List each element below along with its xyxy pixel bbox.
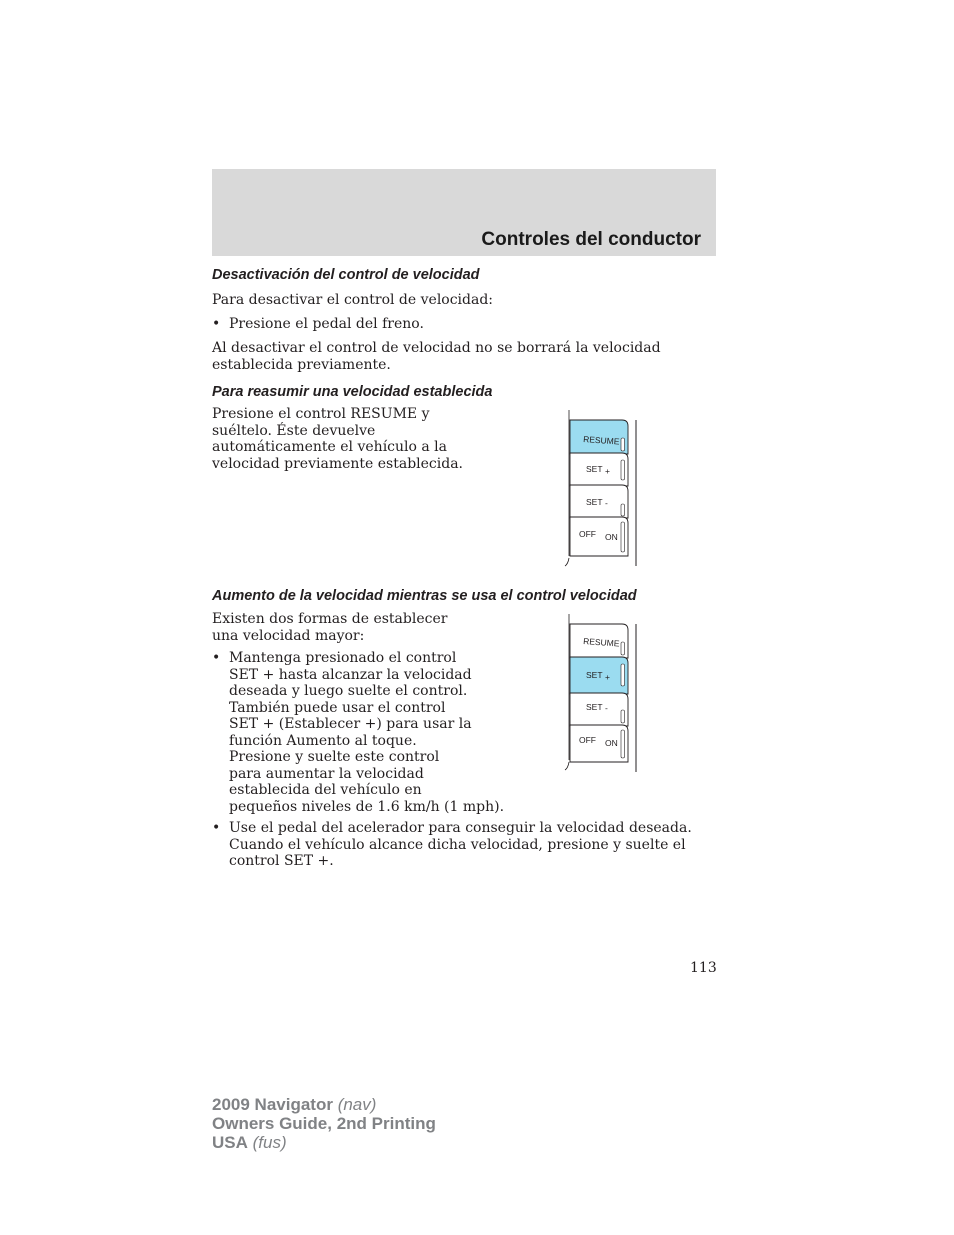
set-plus-sign: +	[605, 466, 610, 476]
set-minus-sign: -	[605, 498, 608, 508]
text-line: Al desactivar el control de velocidad no se borrará la velocidad	[212, 340, 661, 356]
chapter-header	[212, 169, 716, 256]
text-line: automáticamente el vehículo a la	[212, 439, 448, 455]
on-label: ON	[605, 532, 618, 542]
document-footer	[212, 1095, 436, 1152]
footer-line	[212, 1133, 436, 1152]
paragraph-intro: Para desactivar el control de velocidad:	[212, 292, 494, 308]
footer-line	[212, 1095, 436, 1114]
bullet-marker: •	[212, 820, 221, 836]
off-label: OFF	[579, 529, 596, 539]
text-line: Presione y suelte este control	[229, 749, 440, 765]
set-plus-sign: +	[605, 672, 610, 682]
text-line: una velocidad mayor:	[212, 627, 365, 644]
set-minus-label: SET	[586, 702, 603, 712]
page-number: 113	[690, 960, 717, 976]
text-line: deseada y luego suelte el control.	[229, 683, 468, 699]
footer-model-code: (nav)	[337, 1095, 377, 1114]
section-heading-deactivation: Desactivación del control de velocidad	[212, 267, 480, 283]
text-line: Presione el control RESUME y	[212, 406, 430, 422]
set-minus-label: SET	[586, 497, 603, 507]
text-line: También puede usar el control	[229, 699, 446, 716]
text-line: establecida del vehículo en	[229, 782, 422, 798]
footer-model: 2009 Navigator	[212, 1095, 333, 1114]
text-line: Cuando el vehículo alcance dicha velocidad, presione y suelte el	[229, 836, 686, 853]
bullet-accelerator	[229, 820, 692, 870]
speed-control-panel-resume-illustration	[560, 408, 646, 570]
bullet-marker: •	[212, 650, 221, 666]
footer-market-code: (fus)	[252, 1133, 287, 1152]
text-line: establecida previamente.	[212, 356, 391, 373]
text-line: control SET +.	[229, 853, 334, 869]
on-label: ON	[605, 738, 618, 748]
footer-edition: Owners Guide, 2nd Printing	[212, 1114, 436, 1133]
text-line: pequeños niveles de 1.6 km/h (1 mph).	[229, 798, 505, 815]
off-label: OFF	[579, 735, 596, 745]
text-line: suéltelo. Éste devuelve	[212, 422, 376, 439]
text-line: SET + hasta alcanzar la velocidad	[229, 666, 472, 683]
text-line: Mantenga presionado el control	[229, 650, 457, 666]
speed-control-panel-set-plus-illustration	[560, 612, 646, 774]
paragraph-increase-intro	[212, 611, 447, 644]
text-line: para aumentar la velocidad	[229, 765, 424, 782]
bullet-brake: Presione el pedal del freno.	[229, 316, 424, 332]
footer-line	[212, 1114, 436, 1133]
set-plus-label: SET	[586, 670, 603, 680]
paragraph-note	[212, 340, 661, 373]
bullet-marker: •	[212, 316, 221, 332]
resume-label: RESUME	[582, 636, 620, 649]
footer-market: USA	[212, 1133, 248, 1152]
paragraph-resume	[212, 406, 463, 472]
set-plus-label: SET	[586, 464, 603, 474]
section-heading-increase-speed: Aumento de la velocidad mientras se usa el control velocidad	[212, 588, 637, 604]
section-heading-resume: Para reasumir una velocidad establecida	[212, 384, 493, 400]
text-line: Use el pedal del acelerador para conseguir la velocidad deseada.	[229, 820, 692, 836]
set-minus-sign: -	[605, 703, 608, 713]
chapter-title: Controles del conductor	[481, 229, 701, 250]
text-line: SET + (Establecer +) para usar la	[229, 716, 472, 732]
text-line: función Aumento al toque.	[229, 732, 417, 749]
bullet-set-plus	[229, 650, 504, 815]
text-line: velocidad previamente establecida.	[212, 455, 463, 472]
resume-label: RESUME	[582, 434, 620, 447]
text-line: Existen dos formas de establecer	[212, 611, 448, 627]
